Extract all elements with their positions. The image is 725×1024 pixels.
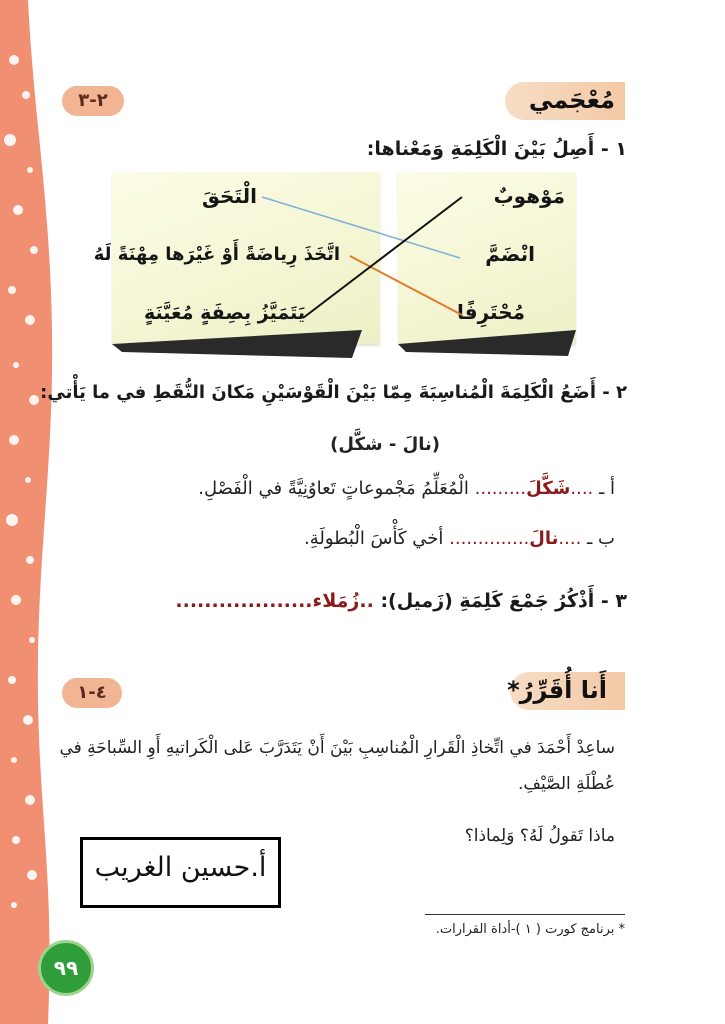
scenario-line-1: ساعِدْ أَحْمَدَ في اتِّخاذِ الْقَرارِ الْمُناسِبِ بَيْنَ أَنْ يَتَدَرَّبَ عَلى الْكَراتيهِ أَوِ السِّباحَةِ في: [59, 738, 615, 758]
item-label-b: ب ـ: [587, 528, 615, 549]
question-3: [175, 590, 627, 612]
answer-2a: شَكَّلَ: [526, 478, 571, 499]
question-2-options: (نالَ - شكَّل): [330, 434, 440, 455]
section-badge-2: ٤-١: [62, 678, 122, 708]
item-label-a: أ ـ: [599, 478, 615, 499]
footnote-divider: [425, 914, 625, 915]
blank-dots: ...................: [175, 590, 313, 612]
page-number-badge: [38, 940, 94, 996]
question-3-prompt: ٣ - أَذْكُرُ جَمْعَ كَلِمَةِ (زَميل):: [380, 590, 627, 612]
meaning-1: الْتَحَقَ: [202, 184, 257, 208]
scenario-line-2: عُطْلَةِ الصَّيْفِ.: [517, 774, 615, 794]
sentence-2b: أخي كَأْسَ الْبُطولَةِ.: [303, 528, 444, 549]
blank-dots: ..............: [449, 528, 530, 549]
sentence-2a: الْمُعَلِّمُ مَجْموعاتٍ تَعاوُنِيَّةً في الْفَصْلِ.: [198, 478, 469, 499]
match-line-black: [303, 197, 462, 318]
blank-dots: .........: [474, 478, 527, 499]
answer-2b: نالَ: [529, 528, 559, 549]
scenario-question: ماذا تَقولُ لَهُ؟ وَلِماذا؟: [464, 826, 615, 846]
blank-dots: ....: [570, 478, 594, 499]
question-1-prompt: ١ - أَصِلُ بَيْنَ الْكَلِمَةِ وَمَعْناها:: [366, 138, 627, 160]
section-badge-1: ٢-٣: [62, 86, 124, 116]
question-2-prompt: ٢ - أَضَعُ الْكَلِمَةَ الْمُناسِبَةَ مِمّا بَيْنَ الْقَوْسَيْنِ مَكانَ النُّقَطِ في ما يَأْتي:: [40, 382, 627, 403]
blank-dots: ..: [359, 590, 374, 612]
section-title-i-decide: أَنا أُقَرِّرُ*: [507, 676, 607, 704]
section-title-dictionary: مُعْجَمي: [528, 86, 615, 114]
meaning-2: اتَّخَذَ رِياضَةً أَوْ غَيْرَها مِهْنَةً لَهُ: [93, 244, 340, 265]
author-name: أ.حسين الغريب: [94, 852, 267, 883]
word-1: مَوْهوبٌ: [493, 184, 565, 208]
footnote: * برنامج كورت ( ١ )-أداة القرارات.: [435, 922, 625, 937]
question-2b: [304, 528, 615, 549]
meaning-3: يَتَمَيَّزُ بِصِفَةٍ مُعَيَّنَةٍ: [143, 302, 305, 324]
word-3: مُحْتَرِفًا: [456, 300, 525, 324]
author-box: [80, 837, 281, 908]
answer-3: زُمَلاء: [312, 590, 360, 612]
blank-dots: ....: [558, 528, 582, 549]
match-line-blue: [262, 197, 460, 258]
question-2a: [198, 478, 615, 499]
page-number: ٩٩: [53, 956, 79, 980]
word-2: انْضَمَّ: [485, 242, 535, 266]
match-line-orange: [350, 256, 462, 315]
